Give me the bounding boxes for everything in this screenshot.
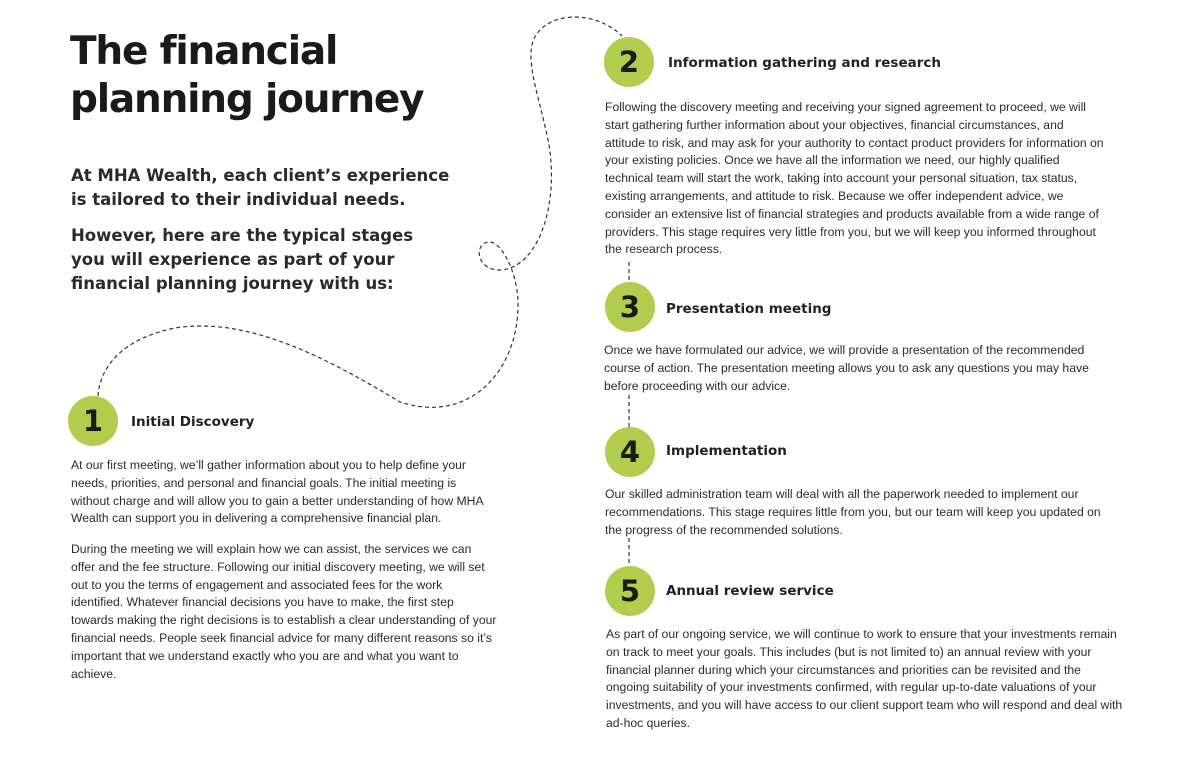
stage-4-number-badge: 4 xyxy=(605,427,655,477)
stage-2-title: Information gathering and research xyxy=(668,55,942,71)
page-title: The financial planning journey xyxy=(70,29,424,122)
stage-5-number-badge: 5 xyxy=(605,566,655,616)
stage-1-paragraph-2: During the meeting we will explain how we can assist, the services we can offer and the fee structure. Following our initial discovery meeting, we will set out to you the terms of engagement and associated fees for the work identified. Whatever financial decisions you have to make, the first step towards making the right decisions is to establish a clear understanding of your financial needs. People seek financial advice for many different reasons so it’s important that we understand exactly who you are and what you want to achieve. xyxy=(71,542,497,681)
stage-4-title: Implementation xyxy=(666,443,787,459)
stage-3-paragraph: Once we have formulated our advice, we will provide a presentation of the recommended course of action. The presentation meeting allows you to ask any questions you may have before proceeding with our advice. xyxy=(604,343,1089,393)
journey-curve xyxy=(98,17,622,407)
stage-5-paragraph: As part of our ongoing service, we will continue to work to ensure that your investments remain on track to meet your goals. This includes (but is not limited to) an annual review with your financial planner during which your circumstances and priorities can be revisited and the ongoing suitability of your investments confirmed, with regular up-to-date valuations of your investments, and you will have access to our client support team who will respond and deal with ad-hoc queries. xyxy=(606,627,1123,730)
stage-1-number-badge: 1 xyxy=(68,396,118,446)
intro-paragraph-stages: However, here are the typical stages you will experience as part of your financial planning journey with us: xyxy=(71,226,414,293)
intro-paragraph: At MHA Wealth, each client’s experience is tailored to their individual needs. xyxy=(71,166,450,209)
stage-2-number-badge: 2 xyxy=(604,37,654,87)
stage-1-title: Initial Discovery xyxy=(131,414,255,430)
stage-2-paragraph: Following the discovery meeting and receiving your signed agreement to proceed, we will start gathering further information about your objectives, financial circumstances, and attitude to risk, and may ask for your authority to contact product providers for information on your existing policies. Once we have all the information we need, our highly qualified technical team will start the work, taking into account your personal situation, tax status, existing arrangements, and attitude to risk. Because we offer independent advice, we consider an extensive list of financial strategies and products available from a wide range of providers. This stage requires very little from you, but we will keep you informed throughout the research process. xyxy=(605,100,1104,257)
stage-3-title: Presentation meeting xyxy=(666,301,832,317)
stage-5-title: Annual review service xyxy=(666,583,834,599)
stage-4-paragraph: Our skilled administration team will deal with all the paperwork needed to implement our recommendations. This stage requires little from you, but our team will keep you updated on the progress of the recommended solutions. xyxy=(605,487,1101,537)
stage-3-number-badge: 3 xyxy=(605,282,655,332)
stage-1-paragraph-1: At our first meeting, we’ll gather information about you to help define your needs, priorities, and personal and financial goals. The initial meeting is without charge and will allow you to gain a better understanding of how MHA Wealth can support you in delivering a comprehensive financial plan. xyxy=(71,458,483,526)
